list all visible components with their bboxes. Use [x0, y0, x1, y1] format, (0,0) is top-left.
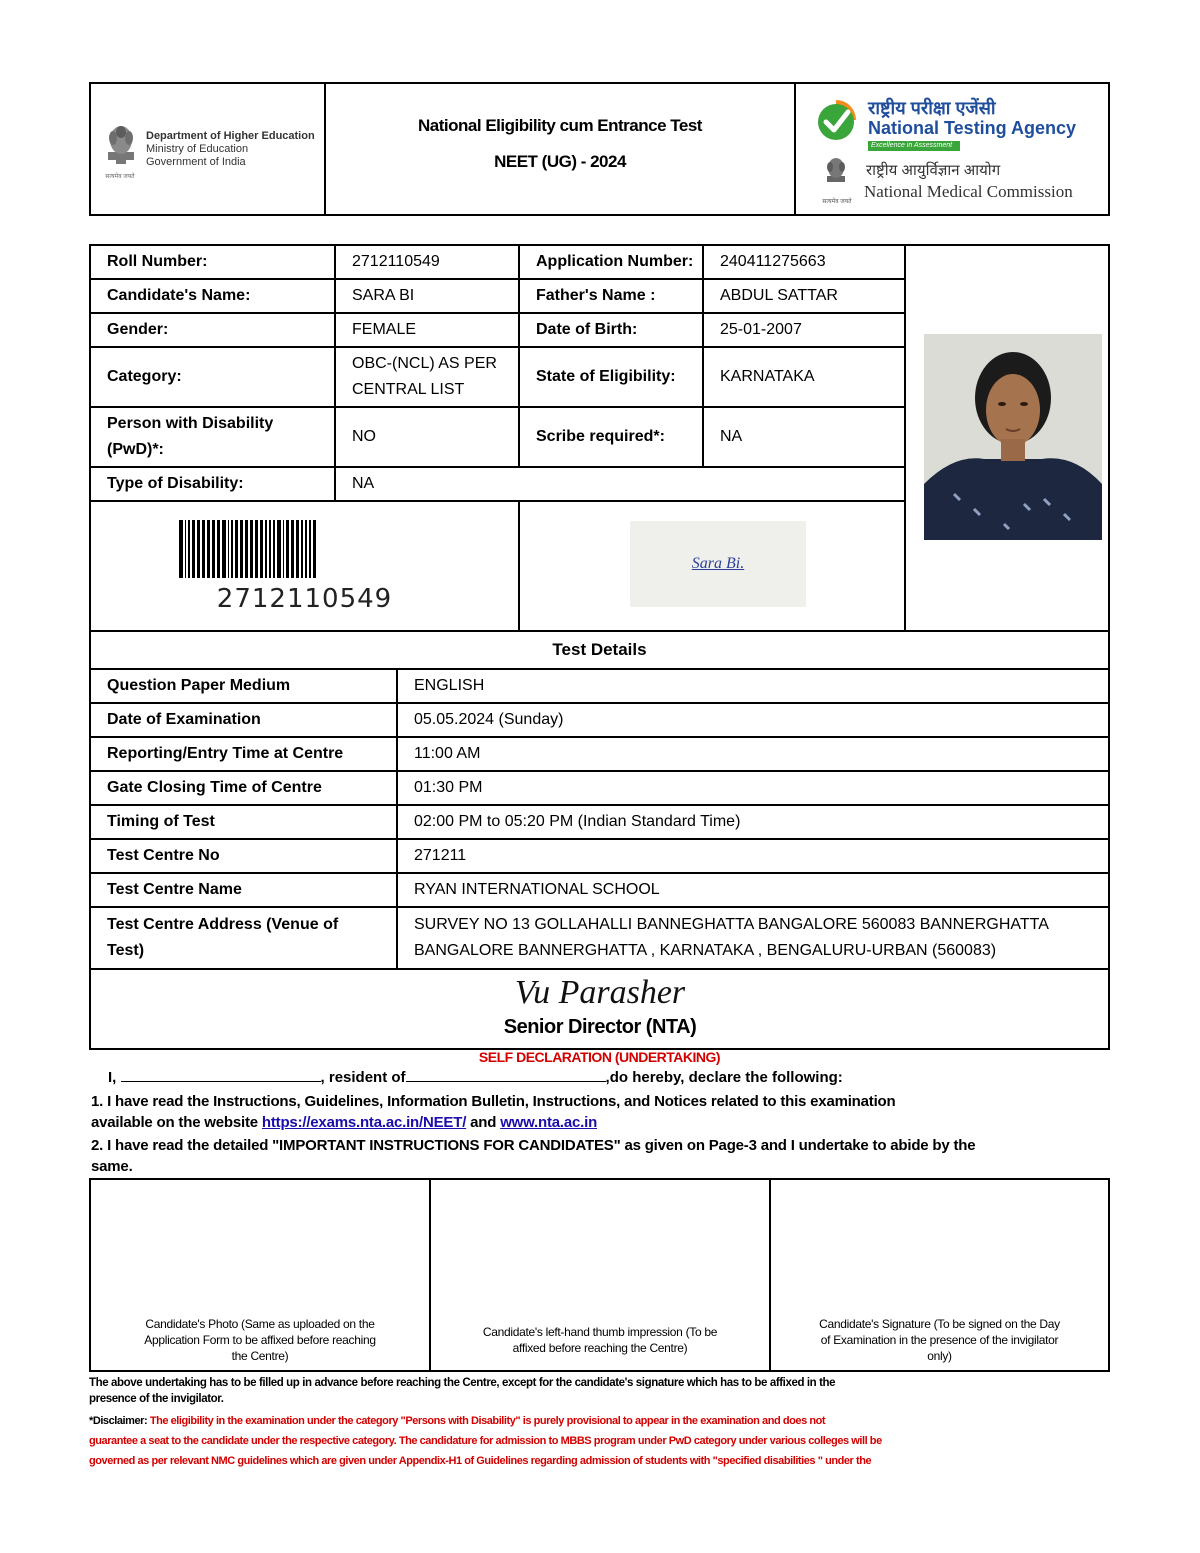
undertaking-note-line2: presence of the invigilator.: [89, 1393, 224, 1405]
test-row-label: Reporting/Entry Time at Centre: [107, 745, 344, 762]
roll-barcode: [177, 520, 443, 578]
disclaimer-line3: governed as per relevant NMC guidelines which are given under Appendix-H1 of Guidelines regarding admission of students with "specified disabilities " under the: [89, 1455, 872, 1467]
barcode-bar: [197, 520, 200, 578]
scribe-label: Scribe required*:: [536, 428, 665, 445]
test-row-value: ENGLISH: [414, 677, 485, 694]
candidate-photo: [924, 334, 1102, 540]
exam-title: National Eligibility cum Entrance Test: [418, 116, 702, 135]
dob-value: 25-01-2007: [720, 321, 802, 338]
declaration-point1-line1: 1. I have read the Instructions, Guidelines, Information Bulletin, Instructions, and Notices related to this examination: [91, 1093, 896, 1110]
declaration-point2: [91, 1135, 1106, 1177]
address-label-line1: Test Centre Address (Venue of: [107, 916, 339, 933]
address-value-line2: BANGALORE BANNERGHATTA , KARNATAKA , BENGALURU-URBAN (560083): [414, 942, 997, 959]
authority-signature: Vu Parasher: [514, 974, 686, 1011]
signature-affix-box[interactable]: [771, 1316, 1108, 1364]
nta-hindi-name: राष्ट्रीय परीक्षा एजेंसी: [868, 98, 996, 118]
barcode-bar: [185, 520, 186, 578]
roll-number-label: Roll Number:: [107, 253, 208, 270]
header-divider-right: [794, 82, 796, 216]
barcode-bar: [269, 520, 271, 578]
declaration-point2-line1: 2. I have read the detailed "IMPORTANT INSTRUCTIONS FOR CANDIDATES" as given on Page-3 and I undertake to abide by the: [91, 1137, 976, 1154]
declaration-point1-line2: [91, 1112, 1106, 1133]
test-row-label: Gate Closing Time of Centre: [107, 779, 322, 796]
pwd-value: NO: [352, 428, 376, 445]
test-row-value: 02:00 PM to 05:20 PM (Indian Standard Time): [414, 813, 741, 830]
test-row-value: RYAN INTERNATIONAL SCHOOL: [414, 881, 660, 898]
signature-affix-line1: Candidate's Signature (To be signed on the Day: [819, 1317, 1060, 1331]
pwd-label-line1: Person with Disability: [107, 415, 274, 432]
test-row-label: Question Paper Medium: [107, 677, 291, 694]
thumb-affix-box[interactable]: [431, 1324, 769, 1356]
candidate-signature-text: Sara Bi.: [691, 555, 745, 572]
nta-website-link[interactable]: www.nta.ac.in: [500, 1114, 598, 1131]
barcode-bar: [286, 520, 289, 578]
candidate-name-value: SARA BI: [352, 287, 415, 304]
barcode-bar: [212, 520, 215, 578]
signature-affix-line3: only): [927, 1349, 952, 1363]
authority-designation: Senior Director (NTA): [503, 1016, 697, 1038]
declaration-name-blank[interactable]: [121, 1081, 321, 1082]
dept-line: Department of Higher Education: [146, 130, 315, 142]
government-line: Government of India: [146, 156, 246, 168]
barcode-bar: [260, 520, 263, 578]
disclaimer-label: *Disclaimer:: [89, 1415, 148, 1427]
declaration-and: and: [470, 1114, 497, 1131]
candidate-signature-image: [630, 521, 806, 607]
barcode-bar: [313, 520, 316, 578]
barcode-bar: [283, 520, 284, 578]
barcode-bar: [222, 520, 226, 578]
barcode-bar: [255, 520, 258, 578]
photo-affix-line1: Candidate's Photo (Same as uploaded on the: [145, 1317, 375, 1331]
india-emblem: [104, 122, 138, 178]
declaration-heading: SELF DECLARATION (UNDERTAKING): [478, 1049, 721, 1065]
nta-english-name: National Testing Agency: [868, 118, 1077, 138]
thumb-affix-line2: affixed before reaching the Centre): [512, 1341, 688, 1355]
barcode-bar: [309, 520, 311, 578]
state-value: KARNATAKA: [720, 368, 815, 385]
address-value: [398, 908, 1108, 968]
test-row-value: 271211: [414, 847, 467, 864]
nta-logo-icon: [814, 98, 858, 142]
address-value-line1: SURVEY NO 13 GOLLAHALLI BANNEGHATTA BANGALORE 560083 BANNERGHATTA: [414, 916, 1049, 933]
disability-type-label: Type of Disability:: [107, 475, 244, 492]
nmc-english-name: National Medical Commission: [864, 182, 1073, 201]
ministry-block: [146, 130, 315, 169]
barcode-bar: [188, 520, 190, 578]
thumb-affix-line1: Candidate's left-hand thumb impression (To be: [482, 1325, 718, 1339]
barcode-bar: [231, 520, 233, 578]
signature-affix-line2: of Examination in the presence of the invigilator: [820, 1333, 1059, 1347]
application-number-label: Application Number:: [536, 253, 694, 270]
declaration-line: [108, 1069, 843, 1086]
nmc-emblem: [824, 156, 848, 192]
barcode-bar: [202, 520, 205, 578]
barcode-bar: [179, 520, 183, 578]
nta-tagline: Excellence in Assessment: [868, 141, 960, 151]
barcode-bar: [273, 520, 275, 578]
gender-label: Gender:: [107, 321, 169, 338]
photo-affix-box[interactable]: [91, 1316, 429, 1364]
declaration-point1-website: available on the website: [91, 1114, 258, 1131]
undertaking-note-line1: The above undertaking has to be filled up in advance before reaching the Centre, except for the candidate's signature which has to be affixed in the: [89, 1377, 836, 1389]
cand-row-6: [89, 500, 905, 502]
address-label-line2: Test): [107, 942, 145, 959]
header-divider-left: [324, 82, 326, 216]
category-label: Category:: [107, 368, 182, 385]
test-row-label: Timing of Test: [107, 813, 215, 830]
barcode-bar: [192, 520, 195, 578]
declaration-resident: , resident of: [320, 1069, 406, 1086]
test-row-value: 11:00 AM: [414, 745, 481, 762]
category-value-line1: OBC-(NCL) AS PER: [352, 355, 497, 372]
candidate-name-label: Candidate's Name:: [107, 287, 251, 304]
ministry-line: Ministry of Education: [146, 143, 249, 155]
disclaimer-line2: guarantee a seat to the candidate under the respective category. The candidature for admission to MBBS program under PwD category under various colleges will be: [89, 1435, 882, 1447]
barcode-bar: [305, 520, 307, 578]
test-row-value: 01:30 PM: [414, 779, 483, 796]
photo-affix-line2: Application Form to be affixed before reaching: [144, 1333, 376, 1347]
barcode-bar: [277, 520, 281, 578]
barcode-bar: [207, 520, 210, 578]
photo-affix-line3: the Centre): [231, 1349, 289, 1363]
barcode-bar: [301, 520, 303, 578]
nmc-emblem-caption: सत्यमेव जयते: [822, 199, 852, 205]
barcode-bar: [296, 520, 299, 578]
exam-subtitle: NEET (UG) - 2024: [494, 152, 626, 171]
disclaimer-text1: The eligibility in the examination under the category "Persons with Disability" is purely provisional to appear in the examination and does not: [149, 1415, 826, 1427]
pwd-label: [91, 408, 334, 466]
test-row-label: Test Centre Name: [107, 881, 242, 898]
declaration-i: I,: [108, 1069, 117, 1086]
scribe-value: NA: [720, 428, 743, 445]
barcode-bar: [250, 520, 253, 578]
barcode-bar: [235, 520, 238, 578]
barcode-number: 2712110549: [216, 584, 393, 614]
test-row-label: Date of Examination: [107, 711, 261, 728]
father-name-label: Father's Name :: [536, 287, 656, 304]
nmc-hindi-name: राष्ट्रीय आयुर्विज्ञान आयोग: [866, 162, 1001, 179]
state-label: State of Eligibility:: [536, 368, 676, 385]
test-row-label: Test Centre No: [107, 847, 220, 864]
application-number-value: 240411275663: [720, 253, 826, 270]
category-value-line2: CENTRAL LIST: [352, 381, 465, 398]
barcode-bar: [265, 520, 267, 578]
declaration-declare: ,do hereby, declare the following:: [605, 1069, 843, 1086]
disclaimer: [89, 1411, 1110, 1471]
father-name-value: ABDUL SATTAR: [720, 287, 838, 304]
address-label: [91, 908, 396, 968]
declaration-address-blank[interactable]: [406, 1081, 606, 1082]
neet-exam-link[interactable]: https://exams.nta.ac.in/NEET/: [261, 1114, 467, 1131]
undertaking-note: [89, 1375, 1110, 1407]
roll-number-value: 2712110549: [352, 253, 440, 270]
category-value: [336, 348, 518, 406]
declaration-point1: [91, 1091, 1106, 1133]
disability-type-value: NA: [352, 475, 375, 492]
photo-divider: [904, 244, 906, 632]
disclaimer-line1: [89, 1411, 1110, 1431]
barcode-divider: [518, 500, 520, 632]
barcode-bar: [245, 520, 248, 578]
gender-value: FEMALE: [352, 321, 417, 338]
pwd-label-line2: (PwD)*:: [107, 441, 164, 458]
test-details-heading: Test Details: [552, 640, 647, 659]
barcode-bar: [240, 520, 243, 578]
barcode-bar: [217, 520, 220, 578]
dob-label: Date of Birth:: [536, 321, 638, 338]
barcode-bar: [228, 520, 229, 578]
barcode-bar: [291, 520, 294, 578]
declaration-point2-line2: same.: [91, 1158, 133, 1175]
emblem-caption: सत्यमेव जयते: [105, 174, 135, 180]
test-row-value: 05.05.2024 (Sunday): [414, 711, 564, 728]
